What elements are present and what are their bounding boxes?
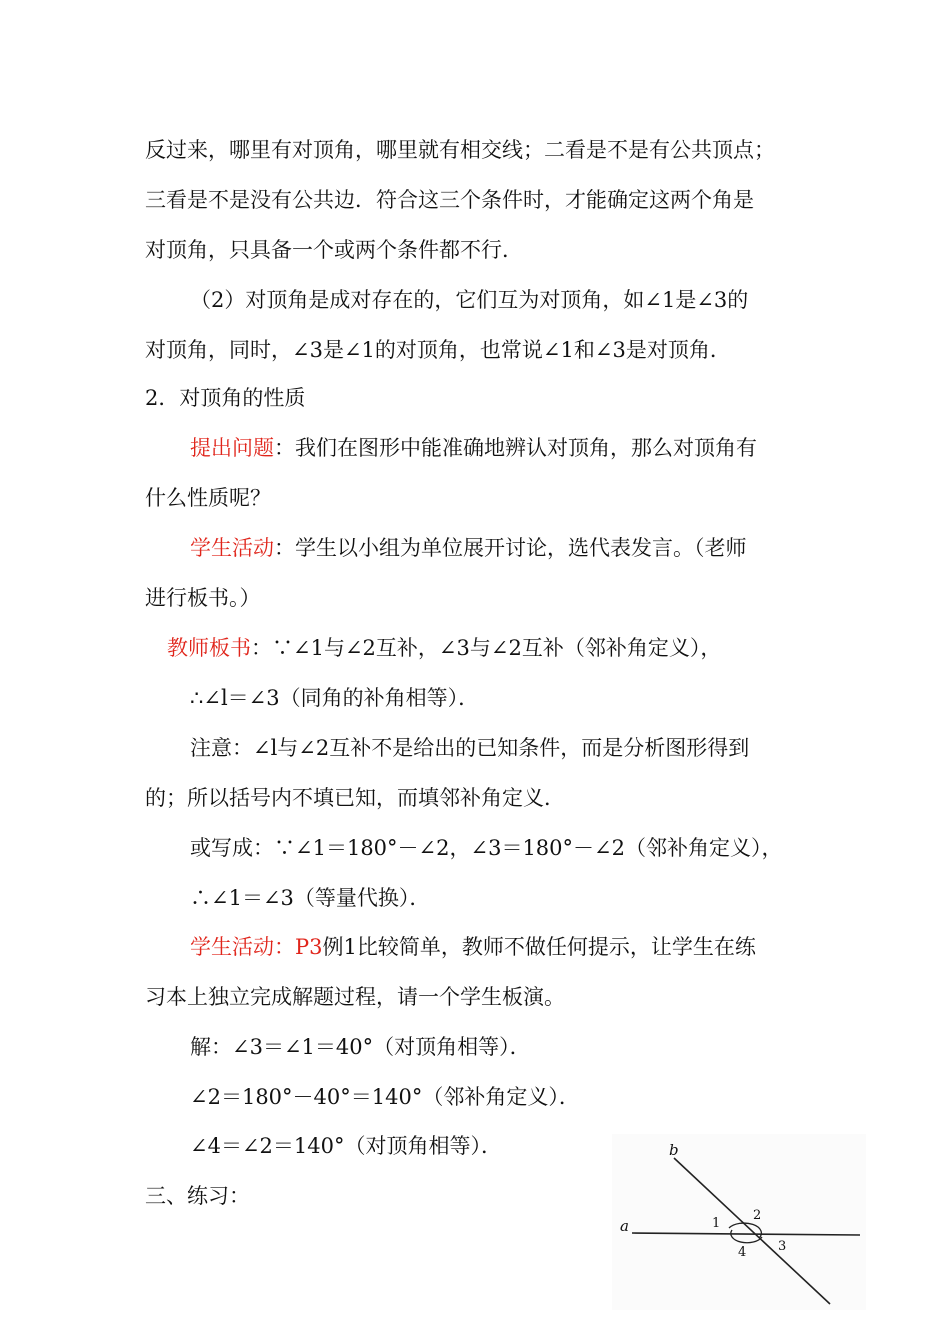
text-line <box>145 136 775 164</box>
text-segment: 例1比较简单，教师不做任何提示，让学生在练 <box>322 935 756 959</box>
text-segment: 对顶角，只具备一个或两个条件都不行． <box>145 238 523 262</box>
text-segment: （2）对顶角是成对存在的，它们互为对顶角，如∠1是∠3的 <box>190 288 749 312</box>
text-line <box>190 1033 531 1061</box>
text-segment: 三、练习： <box>145 1184 250 1208</box>
highlight-label: 提出问题 <box>190 436 274 460</box>
text-segment: 反过来，哪里有对顶角，哪里就有相交线；二看是不是有公共顶点； <box>145 138 775 162</box>
text-line <box>190 1132 502 1160</box>
label-a: a <box>620 1217 629 1235</box>
highlight-label: 学生活动 <box>190 536 274 560</box>
label-angle-4: 4 <box>738 1245 747 1260</box>
label-b: b <box>669 1141 679 1159</box>
text-line <box>145 484 271 512</box>
text-segment: 对顶角，同时，∠3是∠1的对顶角，也常说∠1和∠3是对顶角． <box>145 338 731 362</box>
label-angle-3: 3 <box>778 1239 787 1254</box>
highlight-label: 教师板书 <box>167 636 251 660</box>
text-line <box>145 983 565 1011</box>
highlight-label: 学生活动：P3 <box>190 935 323 959</box>
text-segment: 解：∠3＝∠1＝40°（对顶角相等）． <box>190 1035 531 1059</box>
text-line <box>190 933 756 961</box>
text-line <box>190 434 757 462</box>
line-a <box>632 1233 860 1235</box>
text-segment: 的；所以括号内不填已知，而填邻补角定义． <box>145 786 565 810</box>
text-segment: ∴∠1＝∠3（等量代换）． <box>190 886 431 910</box>
text-segment: 或写成：∵∠1＝180°－∠2，∠3＝180°－∠2（邻补角定义）， <box>190 836 783 860</box>
text-line <box>145 784 565 812</box>
text-segment: 三看是不是没有公共边．符合这三个条件时，才能确定这两个角是 <box>145 188 754 212</box>
text-line <box>190 1083 580 1111</box>
text-segment: 习本上独立完成解题过程，请一个学生板演。 <box>145 985 565 1009</box>
text-segment: ：学生以小组为单位展开讨论，选代表发言。（老师 <box>274 536 747 560</box>
text-line <box>145 236 523 264</box>
text-line <box>167 634 721 662</box>
intersecting-lines-figure <box>612 1134 866 1310</box>
text-segment: ：我们在图形中能准确地辨认对顶角，那么对顶角有 <box>274 436 757 460</box>
label-angle-2: 2 <box>753 1208 762 1223</box>
text-segment: 进行板书。） <box>145 586 261 610</box>
text-segment: ∠4＝∠2＝140°（对顶角相等）． <box>190 1134 502 1158</box>
text-line <box>145 336 731 364</box>
text-segment: 注意：∠l与∠2互补不是给出的已知条件，而是分析图形得到 <box>190 736 750 760</box>
text-line <box>190 684 479 712</box>
text-line <box>145 584 261 612</box>
text-line <box>190 286 748 314</box>
text-line <box>190 534 747 562</box>
text-segment: 什么性质呢？ <box>145 486 271 510</box>
text-segment: ∠2＝180°－40°＝140°（邻补角定义）． <box>190 1085 580 1109</box>
text-line <box>190 734 749 762</box>
text-segment: 2．对顶角的性质 <box>145 386 306 410</box>
text-line <box>145 1182 250 1210</box>
text-line <box>190 834 783 862</box>
text-line <box>190 884 430 912</box>
text-line <box>145 384 305 412</box>
text-segment: ∴∠l＝∠3（同角的补角相等）． <box>190 686 480 710</box>
line-b <box>674 1158 830 1304</box>
text-segment: ：∵∠1与∠2互补，∠3与∠2互补（邻补角定义）， <box>251 636 722 660</box>
figure-svg <box>612 1134 866 1310</box>
label-angle-1: 1 <box>712 1216 721 1231</box>
text-line <box>145 186 754 214</box>
